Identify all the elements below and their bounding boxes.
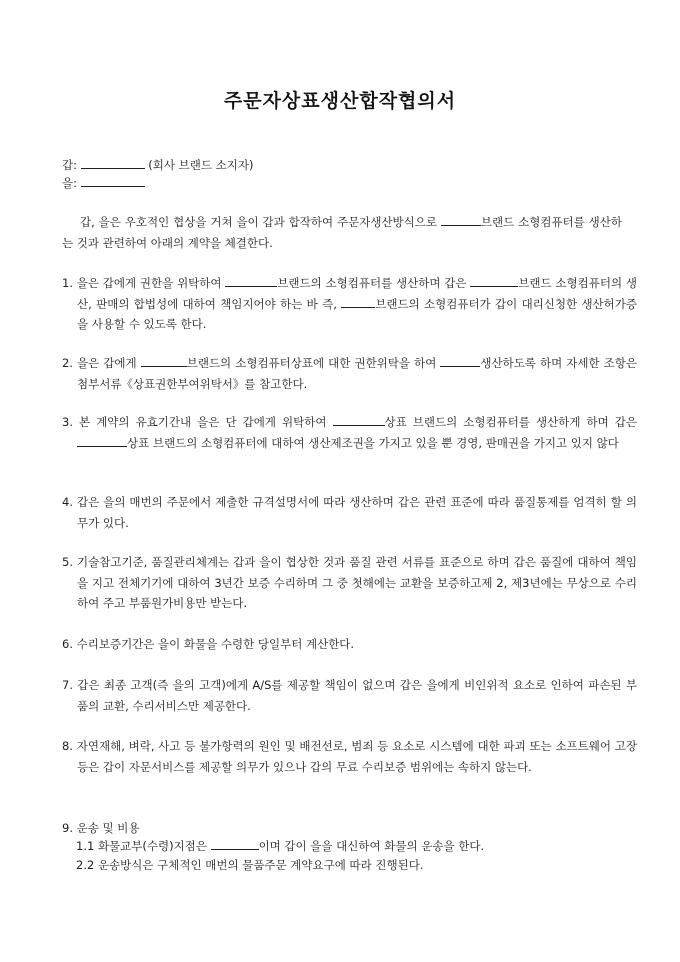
clause-9-2: 2.2 운송방식은 구체적인 매번의 물품주문 계약요구에 따라 진행된다. (76, 858, 424, 872)
clause-3-text-1: 3. 본 계약의 유효기간내 을은 단 갑에게 위탁하여 (62, 415, 333, 429)
party-a-label: 갑: (62, 158, 77, 172)
clause-7: 7. 갑은 최종 고객(즉 을의 고객)에게 A/S를 제공할 책임이 없으며 갑은 을에게 비인위적 요소로 인하여 파손된 부품의 교환, 수리서비스만 제공한다. (62, 678, 637, 713)
intro-paragraph (62, 212, 622, 253)
brand-blank (225, 276, 277, 287)
brand-blank (333, 415, 385, 426)
clause-2-text-3: 생산하도록 하며 자세한 조항은 첨부서류《상표권한부여위탁서》를 참고한다. (77, 356, 637, 391)
clause-3 (62, 412, 637, 453)
clause-8: 8. 자연재해, 벼락, 사고 등 불가항력의 원인 및 배전선로, 범죄 등 요소로 시스템에 대한 파괴 또는 소프트웨어 고장 등은 갑이 자문서비스를 제공할 의무가 있으나 갑의 무료 수리보증 범위에는 속하지 않는다. (62, 739, 637, 774)
intro-text-1: 갑, 을은 우호적인 협상을 거쳐 을이 갑과 합작하여 주문자생산방식으로 (80, 215, 441, 229)
clause-1-text-4: 브랜드의 소형컴퓨터가 갑이 대리신청한 생산허가증을 사용할 수 있도록 한다. (77, 296, 637, 331)
brand-blank (441, 215, 481, 226)
clause-9-1-text-2: 이며 갑이 을을 대신하여 화물의 운송을 한다. (258, 839, 485, 853)
document-title: 주문자상표생산합작협의서 (223, 90, 457, 112)
brand-blank (77, 436, 127, 447)
clause-6: 6. 수리보증기간은 을이 화물을 수령한 당일부터 계산한다. (62, 637, 355, 651)
brand-blank (141, 356, 187, 367)
brand-blank (440, 356, 480, 367)
clause-5: 5. 기술참고기준, 품질관리체계는 갑과 을이 협상한 것과 품질 관련 서류를 표준으로 하며 갑은 품질에 대하여 책임을 지고 전체기기에 대하여 3년간 보증 수리하며 그 중 첫해에는 교환을 보증하고제 2, 제3년에는 무상으로 수리하여 주고 부품원가비용만 받는다. (62, 555, 637, 610)
clause-1-text-3: 브랜드 소형컴퓨터의 생산, 판매의 합법성에 대하여 책임지어야 하는 바 즉, (77, 276, 637, 311)
clause-1 (62, 273, 637, 335)
party-b-label: 을: (62, 176, 77, 190)
party-b-blank (81, 176, 145, 187)
clause-3-text-2: 상표 브랜드의 소형컴퓨터를 생산하게 하며 갑은 (384, 415, 637, 429)
party-a-note: (회사 브랜드 소지자) (148, 158, 254, 172)
intro-text-2: 브랜드 소형컴퓨터를 생산하는 것과 관련하여 아래의 계약을 체결한다. (62, 215, 622, 250)
clause-9-1 (76, 837, 484, 855)
party-b-line (62, 175, 145, 191)
clause-9-1-text-1: 1.1 화물교부(수령)지점은 (76, 839, 211, 853)
location-blank (211, 839, 259, 850)
clause-2 (62, 353, 637, 394)
clause-2-text-2: 브랜드의 소형컴퓨터상표에 대한 권한위탁을 하여 (186, 356, 441, 370)
clause-9-heading: 9. 운송 및 비용 (62, 821, 140, 835)
party-a-line (62, 157, 253, 173)
brand-blank (470, 276, 518, 287)
party-a-blank (81, 158, 145, 169)
clause-3-text-3: 상표 브랜드의 소형컴퓨터에 대하여 생산제조권을 가지고 있을 뿐 경영, 판매권을 가지고 있지 않다 (127, 435, 619, 450)
clause-1-text-2: 브랜드의 소형컴퓨터를 생산하며 갑은 (277, 276, 471, 290)
clause-1-text-1: 1. 을은 갑에게 권한을 위탁하여 (62, 276, 226, 290)
clause-4: 4. 갑은 을의 매번의 주문에서 제출한 규격설명서에 따라 생산하며 갑은 관련 표준에 따라 품질통제를 엄격히 할 의무가 있다. (62, 495, 637, 530)
brand-blank (341, 297, 375, 308)
clause-2-text-1: 2. 을은 갑에게 (62, 356, 141, 370)
